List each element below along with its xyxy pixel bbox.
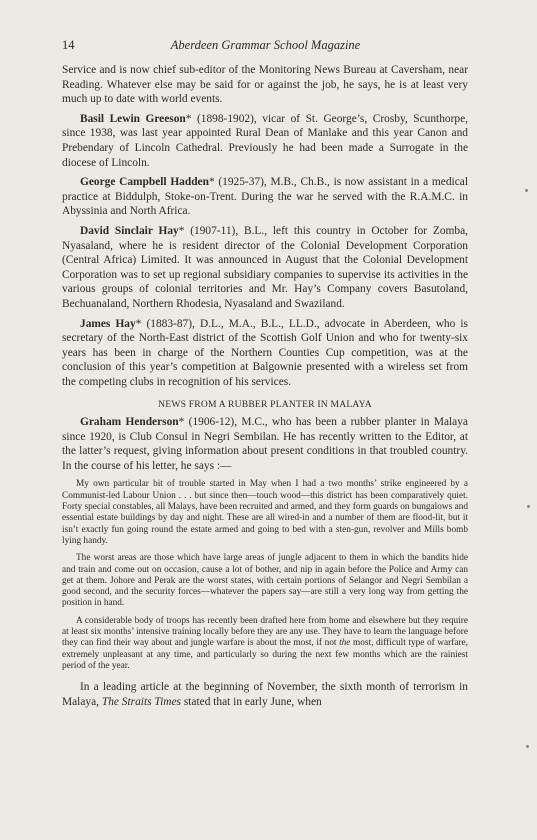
quote-paragraph-3	[62, 616, 468, 672]
quote-text: most, difficult type of warfare, extremely unpleasant at any time, and particularly so during the next few months which are the rainiest period of the year.	[62, 638, 468, 671]
paragraph-continuation: Service and is now chief sub-editor of the Monitoring News Bureau at Caversham, near Reading. Whatever else may be said for or against the job, he says, he is at least very much up to date with world events.	[62, 64, 468, 106]
paragraph-text: In a leading article at the beginning of November, the sixth month of terrorism in Malaya,	[62, 681, 468, 708]
quote-paragraph-2: The worst areas are those which have large areas of jungle adjacent to them in which the bandits hide and train and come out on occasion, cause a lot of bother, and nip in again before the Police and Army can get at them. Johore and Perak are the worst states, with certain portions of Selangor and Negri Sembilan a good second, and the security forces—whatever the papers say—are still a very long way from getting the position in hand.	[62, 553, 468, 609]
section-heading: NEWS FROM A RUBBER PLANTER IN MALAYA	[158, 399, 372, 411]
paragraph-d-hay	[62, 224, 468, 312]
paragraph-text: * (1906-12), M.C., who has been a rubber planter in Malaya since 1920, is Club Consul in Negri Sembilan. He has recently written to the Editor, at the latter’s request, giving information about present conditions in that troubled country. In the course of his letter, he says :—	[62, 416, 468, 472]
person-name: David Sinclair Hay	[80, 224, 179, 237]
paragraph-text: * (1898-1902), vicar of St. George’s, Crosby, Scunthorpe, since 1938, was last year appointed Rural Dean of Manlake and this year Canon and Prebendary of Lincoln Cathedral. Previously he had been made a Surrogate in the diocese of Lincoln.	[62, 112, 468, 169]
article-body	[62, 63, 468, 709]
paragraph-greeson	[62, 112, 468, 170]
paragraph-text: * (1925-37), M.B., Ch.B., is now assistant in a medical practice at Biddulph, Stoke-on-Trent. During the war he served with the R.A.M.C. in Abyssinia and North Africa.	[62, 176, 468, 218]
paragraph-text: * (1883-87), D.L., M.A., B.L., LL.D., advocate in Aberdeen, who is secretary of the North-East district of the Scottish Golf Union and who for twenty-six years has been in charge of the Northern Counties Cup competition, was at the conclusion of this year’s competition at Balgownie presented with a wireless set from the competing clubs in recognition of his services.	[62, 317, 468, 388]
person-name: Graham Henderson	[80, 416, 179, 429]
paragraph-henderson	[62, 415, 468, 473]
page-number: 14	[62, 38, 75, 52]
paragraph-hadden	[62, 175, 468, 219]
quote-text: A considerable body of troops has recently been drafted here from home and elsewhere but they require at least six months’ intensive training locally before they are any use. They have to learn the language before they can find their way about and jungle warfare is about the most, if not	[62, 615, 468, 649]
quote-emphasis: the	[339, 638, 351, 649]
person-name: Basil Lewin Greeson	[80, 112, 186, 125]
running-title: Aberdeen Grammar School Magazine	[170, 38, 361, 52]
margin-speck	[527, 505, 530, 508]
paragraph-j-hay	[62, 317, 468, 390]
paragraph-straits-times	[62, 680, 468, 709]
margin-speck	[526, 745, 529, 748]
newspaper-title: The Straits Times	[101, 695, 181, 708]
person-name: George Campbell Hadden	[80, 176, 209, 189]
paragraph-text: stated that in early June, when	[180, 695, 322, 708]
quote-paragraph-1: My own particular bit of trouble started in May when I had a two months’ strike engineered by a Communist-led Labour Union . . . but since then—touch wood—this district has been comparatively quiet. Forty special constables, all Malays, have been recruited and armed, and they form guards on bungalows and essential estate buildings by day and night. These are all wired-in and a number of them are flood-lit, but it isn’t exactly fun going round the estate armed and going to bed with a sten-gun, revolver and Mills bomb lying handy.	[62, 479, 468, 546]
person-name: James Hay	[80, 317, 136, 330]
page-header	[62, 38, 469, 54]
paragraph-text: * (1907-11), B.L., left this country in October for Zomba, Nyasaland, where he is resident director of the Colonial Development Corporation (Central Africa) Limited. It was announced in August that the Colonial Development Corporation was to set up regional subsidiary companies to supervise its activities in the various groups of colonial territories and Mr. Hay’s Company covers Basutoland, Bechuanaland, Northern Rhodesia, Nyasaland and Swaziland.	[62, 224, 468, 310]
margin-speck	[525, 189, 528, 192]
